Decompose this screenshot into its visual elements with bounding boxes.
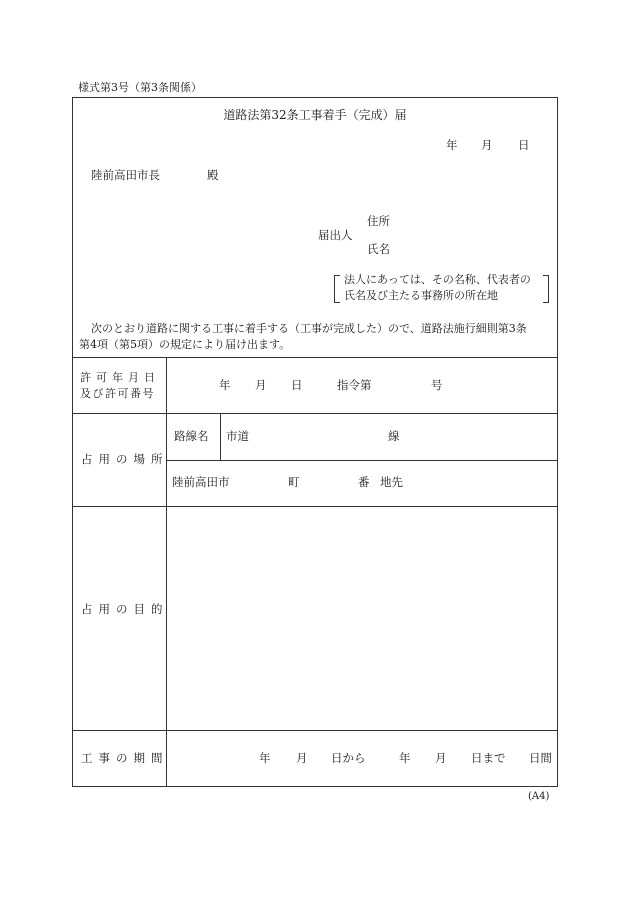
route-label-rule: [220, 413, 221, 460]
body-line2: 第4項（第5項）の規定により届け出ます。: [79, 338, 291, 351]
bracket-left: [334, 275, 340, 303]
form-id: 様式第3号（第3条関係）: [78, 81, 202, 94]
corporate-note-line1: 法人にあっては、その名称、代表者の: [344, 273, 531, 286]
body-line1: 次のとおり道路に関する工事に着手する（工事が完成した）ので、道路法施行細則第3条: [91, 322, 527, 335]
permit-label-line1: 許可年月日: [80, 371, 160, 384]
date-month: 月: [481, 138, 493, 152]
location-label: 占用の場所: [81, 452, 169, 466]
route-suffix: 線: [388, 429, 400, 443]
route-prefix: 市道: [226, 429, 249, 443]
permit-label-line2: 及び許可番号: [80, 387, 155, 400]
period-start-month: 月: [296, 751, 308, 765]
page-size: (A4): [528, 791, 550, 802]
bracket-right: [543, 275, 549, 303]
date-year: 年: [446, 138, 458, 152]
period-days: 日間: [529, 751, 552, 765]
route-label: 路線名: [174, 429, 209, 443]
location-chisaki: 地先: [380, 475, 403, 489]
purpose-field[interactable]: [167, 507, 557, 730]
location-city: 陸前高田市: [172, 475, 230, 489]
permit-year: 年: [219, 378, 231, 392]
corporate-note: [334, 273, 549, 303]
applicant-address-label: 住所: [367, 214, 390, 228]
location-banchi: 番: [358, 475, 370, 489]
row-rule-permit: [73, 413, 557, 414]
permit-day: 日: [291, 378, 303, 392]
period-label: 工事の期間: [81, 751, 169, 765]
location-town: 町: [288, 475, 300, 489]
period-end-month: 月: [435, 751, 447, 765]
row-rule-purpose: [73, 730, 557, 731]
form-frame: [72, 97, 558, 787]
period-end-year: 年: [399, 751, 411, 765]
applicant-name-label: 氏名: [367, 242, 390, 256]
addressee-name: 陸前高田市長: [91, 168, 160, 182]
permit-month: 月: [255, 378, 267, 392]
addressee-honorific: 殿: [207, 168, 219, 182]
permit-order-suffix: 号: [431, 378, 443, 392]
period-end-day: 日まで: [471, 751, 506, 765]
applicant-label: 届出人: [318, 228, 353, 242]
row-rule-route: [166, 460, 557, 461]
corporate-note-line2: 氏名及び主たる事務所の所在地: [344, 289, 498, 302]
permit-order-prefix: 指令第: [337, 378, 372, 392]
table-top-rule: [73, 357, 557, 358]
date-day: 日: [518, 138, 530, 152]
purpose-label: 占用の目的: [81, 602, 169, 616]
period-start-day: 日から: [331, 751, 366, 765]
form-title: 道路法第32条工事着手（完成）届: [223, 108, 407, 122]
period-start-year: 年: [259, 751, 271, 765]
